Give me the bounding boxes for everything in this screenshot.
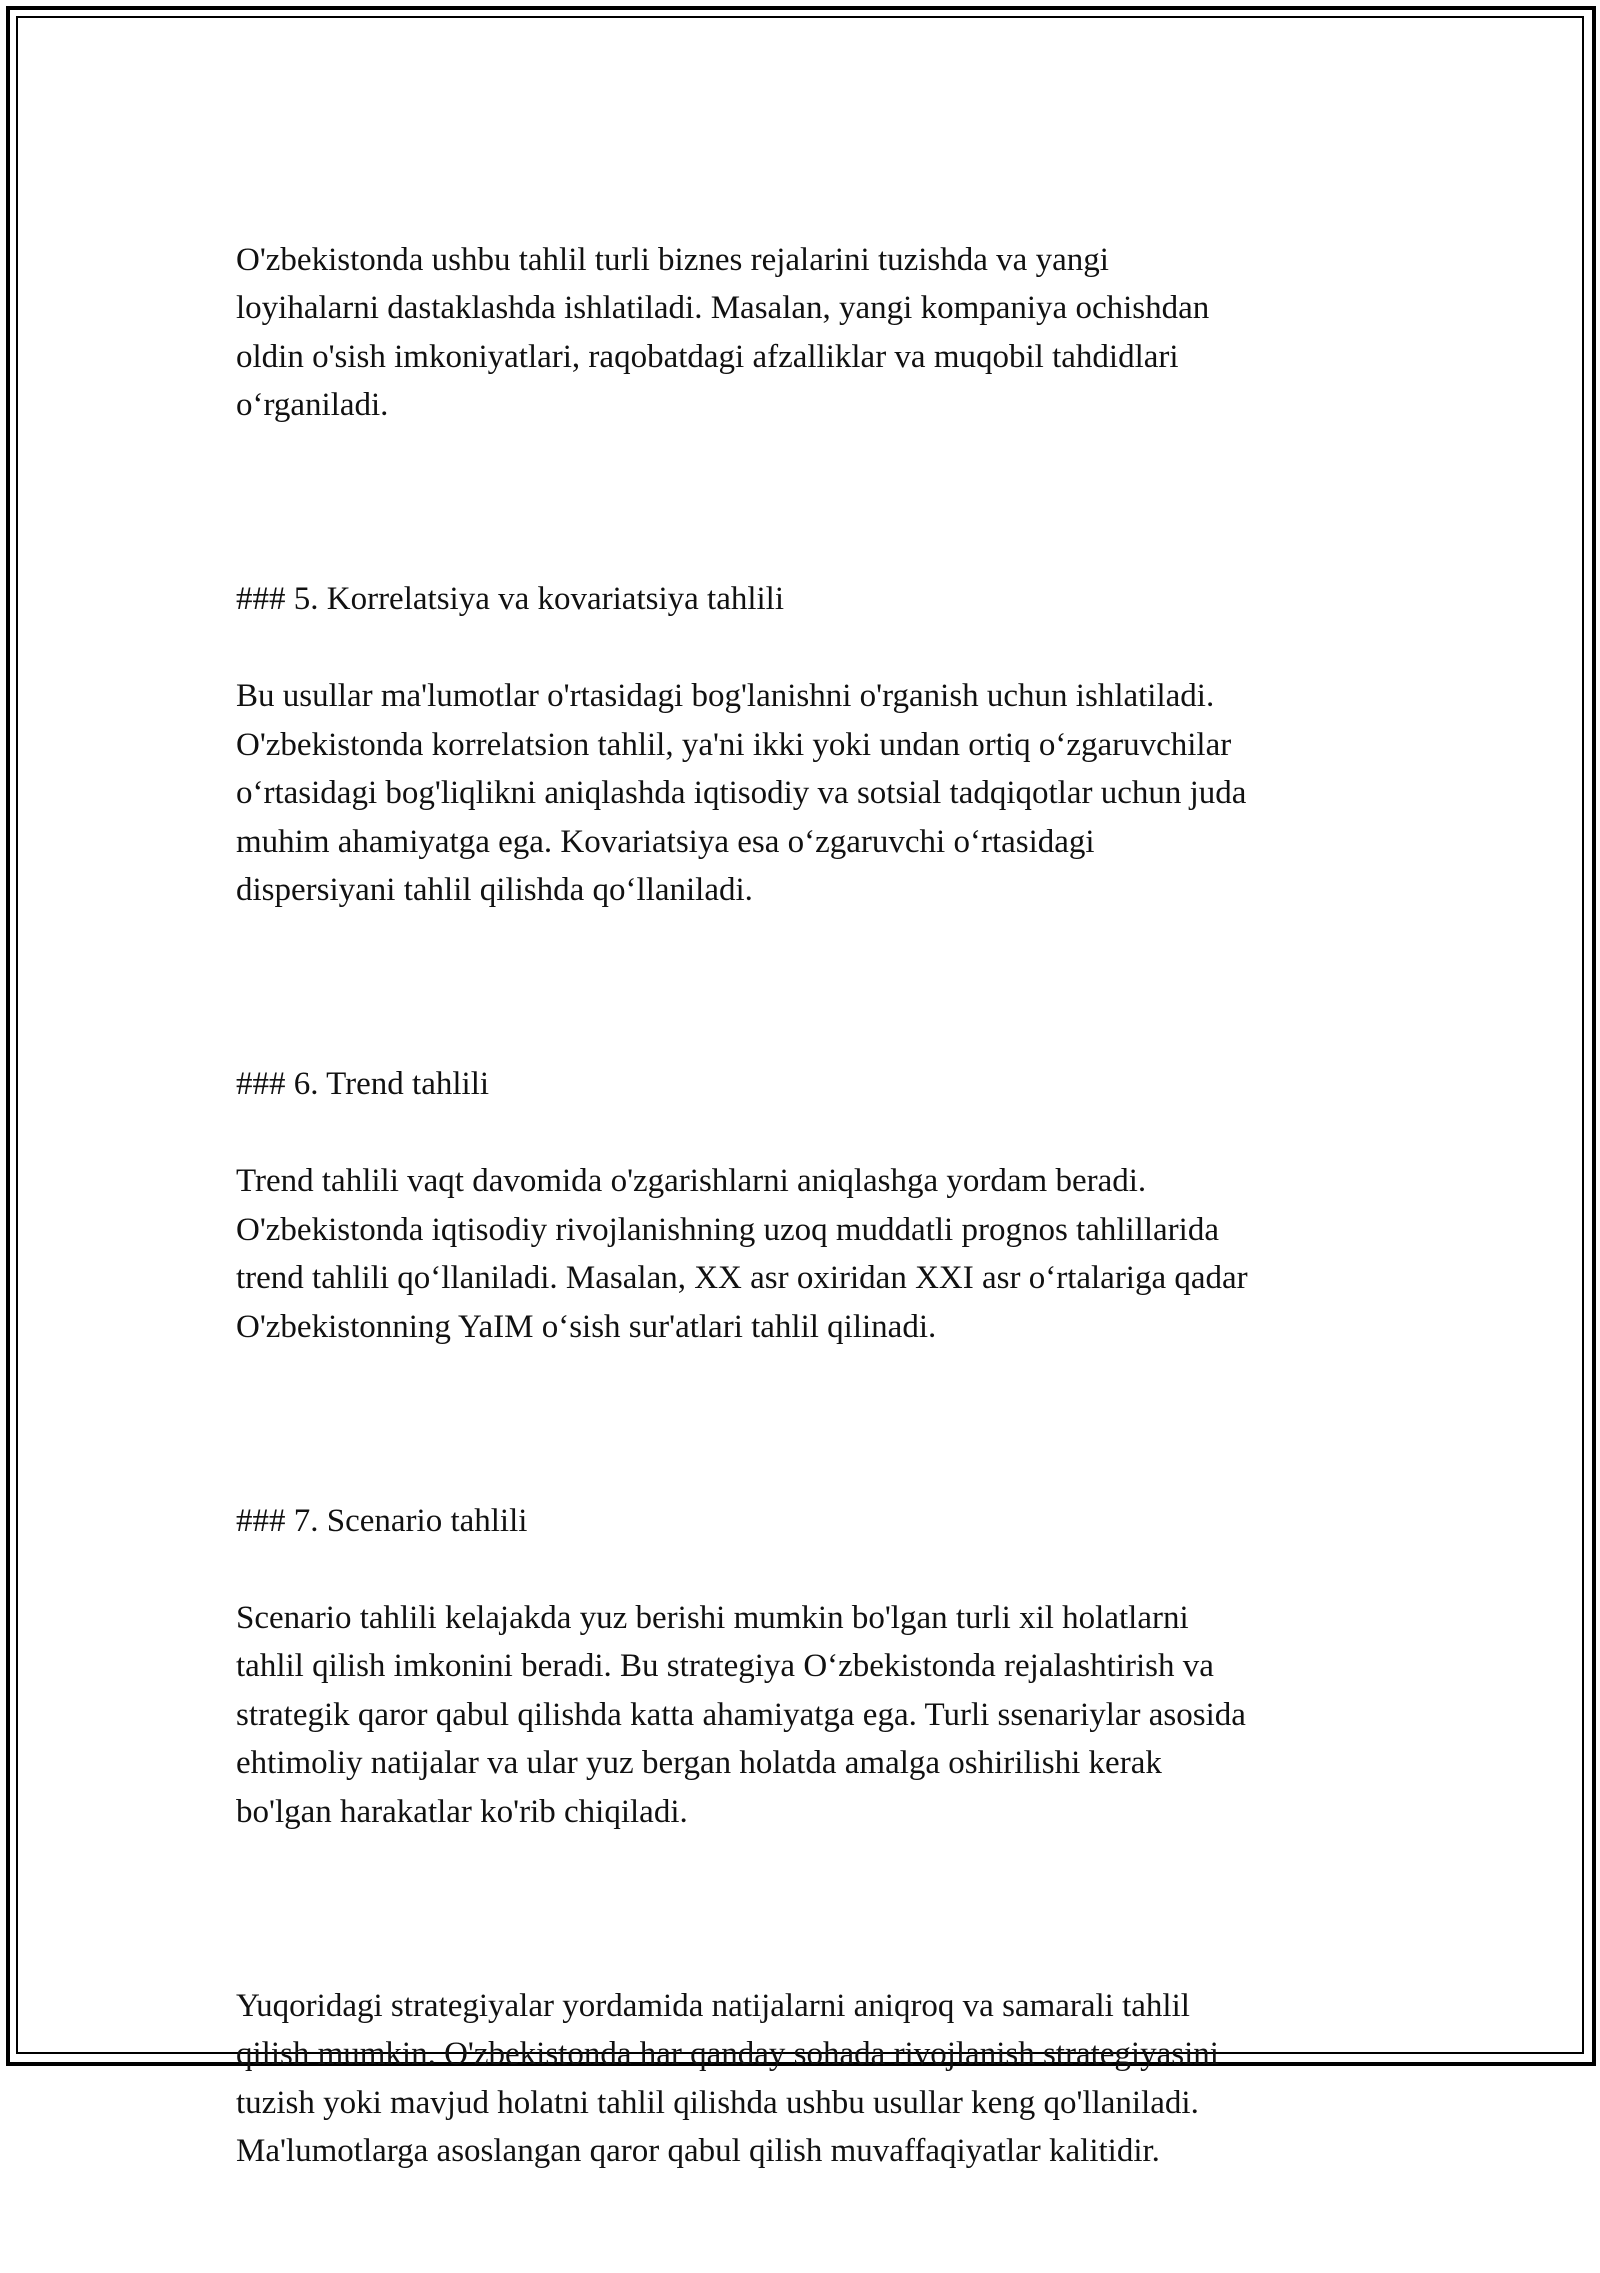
- section-6-paragraph: Trend tahlili vaqt davomida o'zgarishlarni aniqlashga yordam beradi. O'zbekistonda iqtisodiy rivojlanishning uzoq muddatli prognos tahlillarida trend tahlili qo‘llaniladi. Masalan, XX asr oxiridan XXI asr o‘rtalariga qadar O'zbekistonning YaIM o‘sish sur'atlari tahlil qilinadi.: [236, 1163, 1248, 1345]
- document-body: [236, 187, 1376, 2273]
- section-6-block: [236, 1012, 1376, 1400]
- section-5-block: [236, 527, 1376, 964]
- conclusion-paragraph: Yuqoridagi strategiyalar yordamida natijalarni aniqroq va samarali tahlil qilish mumkin. O'zbekistonda har qanday sohada rivojlanish strategiyasini tuzish yoki mavjud holatni tahlil qilishda ushbu usullar keng qo'llaniladi. Ma'lumotlarga asoslangan qaror qabul qilish muvaffaqiyatlar kalitidir.: [236, 1987, 1219, 2169]
- section-5-paragraph: Bu usullar ma'lumotlar o'rtasidagi bog'lanishni o'rganish uchun ishlatiladi. O'zbekistonda korrelatsion tahlil, ya'ni ikki yoki undan ortiq o‘zgaruvchilar o‘rtasidagi bog'liqlikni aniqlashda iqtisodiy va sotsial tadqiqotlar uchun juda muhim ahamiyatga ega. Kovariatsiya esa o‘zgaruvchi o‘rtasidagi dispersiyani tahlil qilishda qo‘llaniladi.: [236, 678, 1247, 908]
- intro-paragraph: O'zbekistonda ushbu tahlil turli biznes rejalarini tuzishda va yangi loyihalarni dastaklashda ishlatiladi. Masalan, yangi kompaniya ochishdan oldin o'sish imkoniyatlari, raqobatdagi afzalliklar va muqobil tahdidlari o‘rganiladi.: [236, 241, 1210, 423]
- section-6-heading: ### 6. Trend tahlili: [236, 1066, 490, 1102]
- section-7-block: [236, 1448, 1376, 1885]
- section-5-heading: ### 5. Korrelatsiya va kovariatsiya tahlili: [236, 581, 785, 617]
- conclusion-paragraph-block: [236, 1933, 1376, 2224]
- section-7-paragraph: Scenario tahlili kelajakda yuz berishi mumkin bo'lgan turli xil holatlarni tahlil qilish imkonini beradi. Bu strategiya O‘zbekistonda rejalashtirish va strategik qaror qabul qilishda katta ahamiyatga ega. Turli ssenariylar asosida ehtimoliy natijalar va ular yuz bergan holatda amalga oshirilishi kerak bo'lgan harakatlar ko'rib chiqiladi.: [236, 1599, 1246, 1830]
- section-7-heading: ### 7. Scenario tahlili: [236, 1502, 528, 1539]
- intro-paragraph-block: [236, 187, 1376, 478]
